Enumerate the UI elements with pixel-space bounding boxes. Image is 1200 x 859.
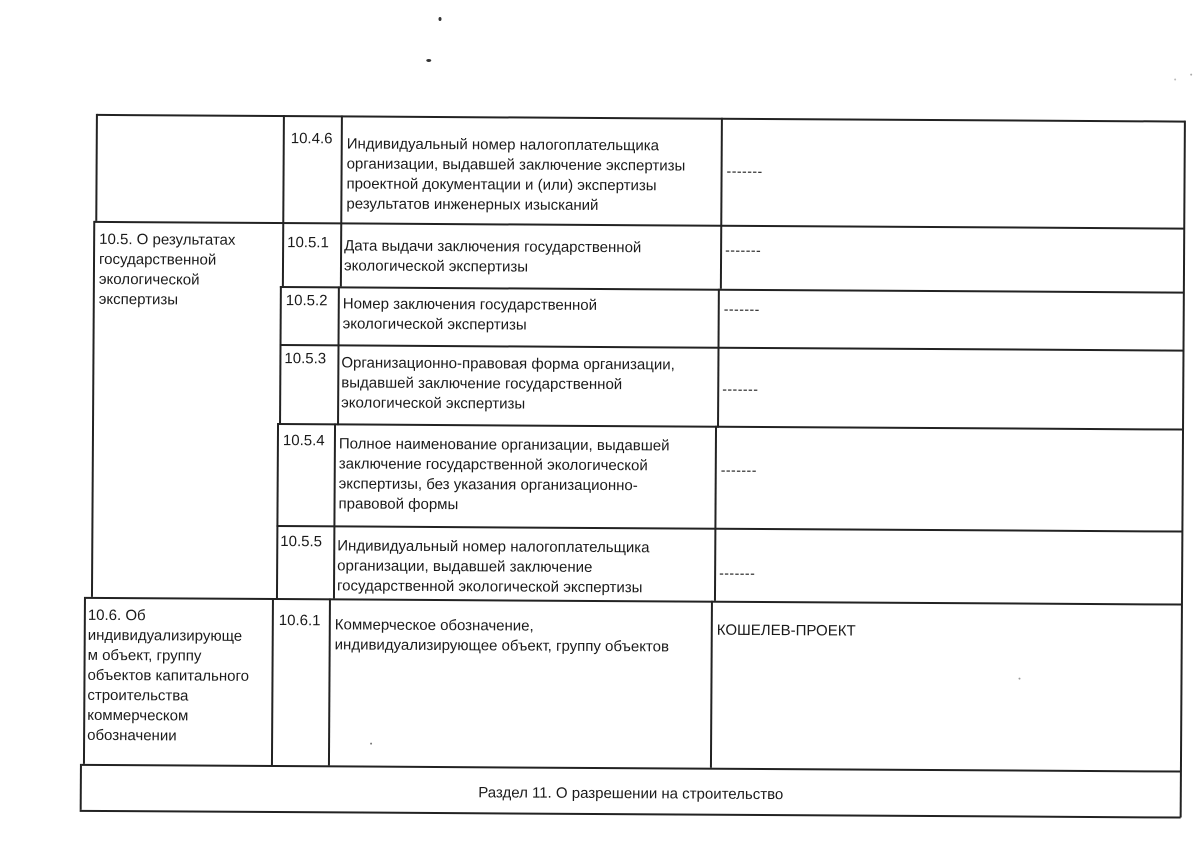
row-code: 10.6.1: [278, 612, 321, 630]
row-divider: [82, 764, 1181, 772]
row-divider: [280, 286, 1184, 293]
scan-speck: [426, 59, 431, 62]
section-heading: Раздел 11. О разрешении на строительство: [478, 784, 784, 804]
scan-speck: [438, 17, 441, 21]
scan-speck: [370, 743, 372, 745]
row-label: Полное наименование организации, выдавшей заключение государственной экологической экспертизы, без указания организационно- правовой формы: [338, 435, 670, 514]
row-value: -------: [720, 461, 757, 478]
row-value: -------: [725, 241, 762, 258]
row-value: -------: [726, 162, 763, 179]
row-label: Индивидуальный номер налогоплательщика организации, выдавшей заключение государственной экологической экспертизы: [336, 537, 650, 597]
column-divider: [710, 601, 713, 768]
column-divider: [337, 286, 339, 425]
table-border-top: [97, 114, 1185, 122]
table-border-bottom: [80, 810, 1181, 818]
row-code: 10.4.6: [290, 130, 333, 148]
column-divider: [714, 426, 717, 601]
row-value: -------: [722, 380, 759, 397]
table-border-left: [95, 114, 97, 221]
row-value: -------: [719, 564, 756, 581]
row-label: Индивидуальный номер налогоплательщика организации, выдавшей заключение экспертизы проектной документации и (или) экспертизы результатов инженерных изысканий: [346, 135, 686, 214]
column-divider: [279, 286, 281, 425]
scan-speck: [1018, 678, 1020, 680]
row-divider: [280, 344, 1184, 351]
column-divider: [271, 598, 274, 765]
column-divider: [282, 115, 285, 286]
column-divider: [276, 423, 279, 598]
table-border-left: [91, 221, 95, 597]
row-divider: [278, 423, 1183, 430]
row-label: Дата выдачи заключения государственной экологической экспертизы: [343, 237, 642, 276]
column-divider: [340, 115, 343, 286]
scan-speck: [1190, 74, 1192, 76]
section-label: 10.5. О результатах государственной экологической экспертизы: [98, 230, 236, 309]
row-label: Организационно-правовая форма организации, выдавшей заключение государственной экологической экспертизы: [341, 354, 675, 413]
row-code: 10.5.1: [287, 234, 329, 252]
row-divider: [94, 221, 1184, 229]
row-value: -------: [723, 300, 760, 317]
row-label: Коммерческое обозначение, индивидуализирующее объект, группу объектов: [334, 616, 670, 656]
row-code: 10.5.2: [285, 292, 328, 310]
table-border-left: [83, 597, 86, 764]
row-value: КОШЕЛЕВ-ПРОЕКТ: [716, 621, 856, 640]
scan-speck: [1174, 79, 1176, 81]
column-divider: [328, 598, 331, 765]
table-border-right: [1180, 121, 1186, 818]
row-divider: [276, 525, 1182, 532]
row-code: 10.5.5: [280, 533, 323, 551]
column-divider: [717, 289, 719, 428]
column-divider: [720, 118, 723, 289]
section-label: 10.6. Об индивидуализирующе м объект, группу объектов капитального строительства коммерческом обозначении: [87, 606, 250, 745]
row-code: 10.5.3: [284, 350, 327, 368]
row-code: 10.5.4: [282, 432, 325, 450]
row-label: Номер заключения государственной экологической экспертизы: [342, 295, 598, 334]
column-divider: [333, 423, 336, 598]
